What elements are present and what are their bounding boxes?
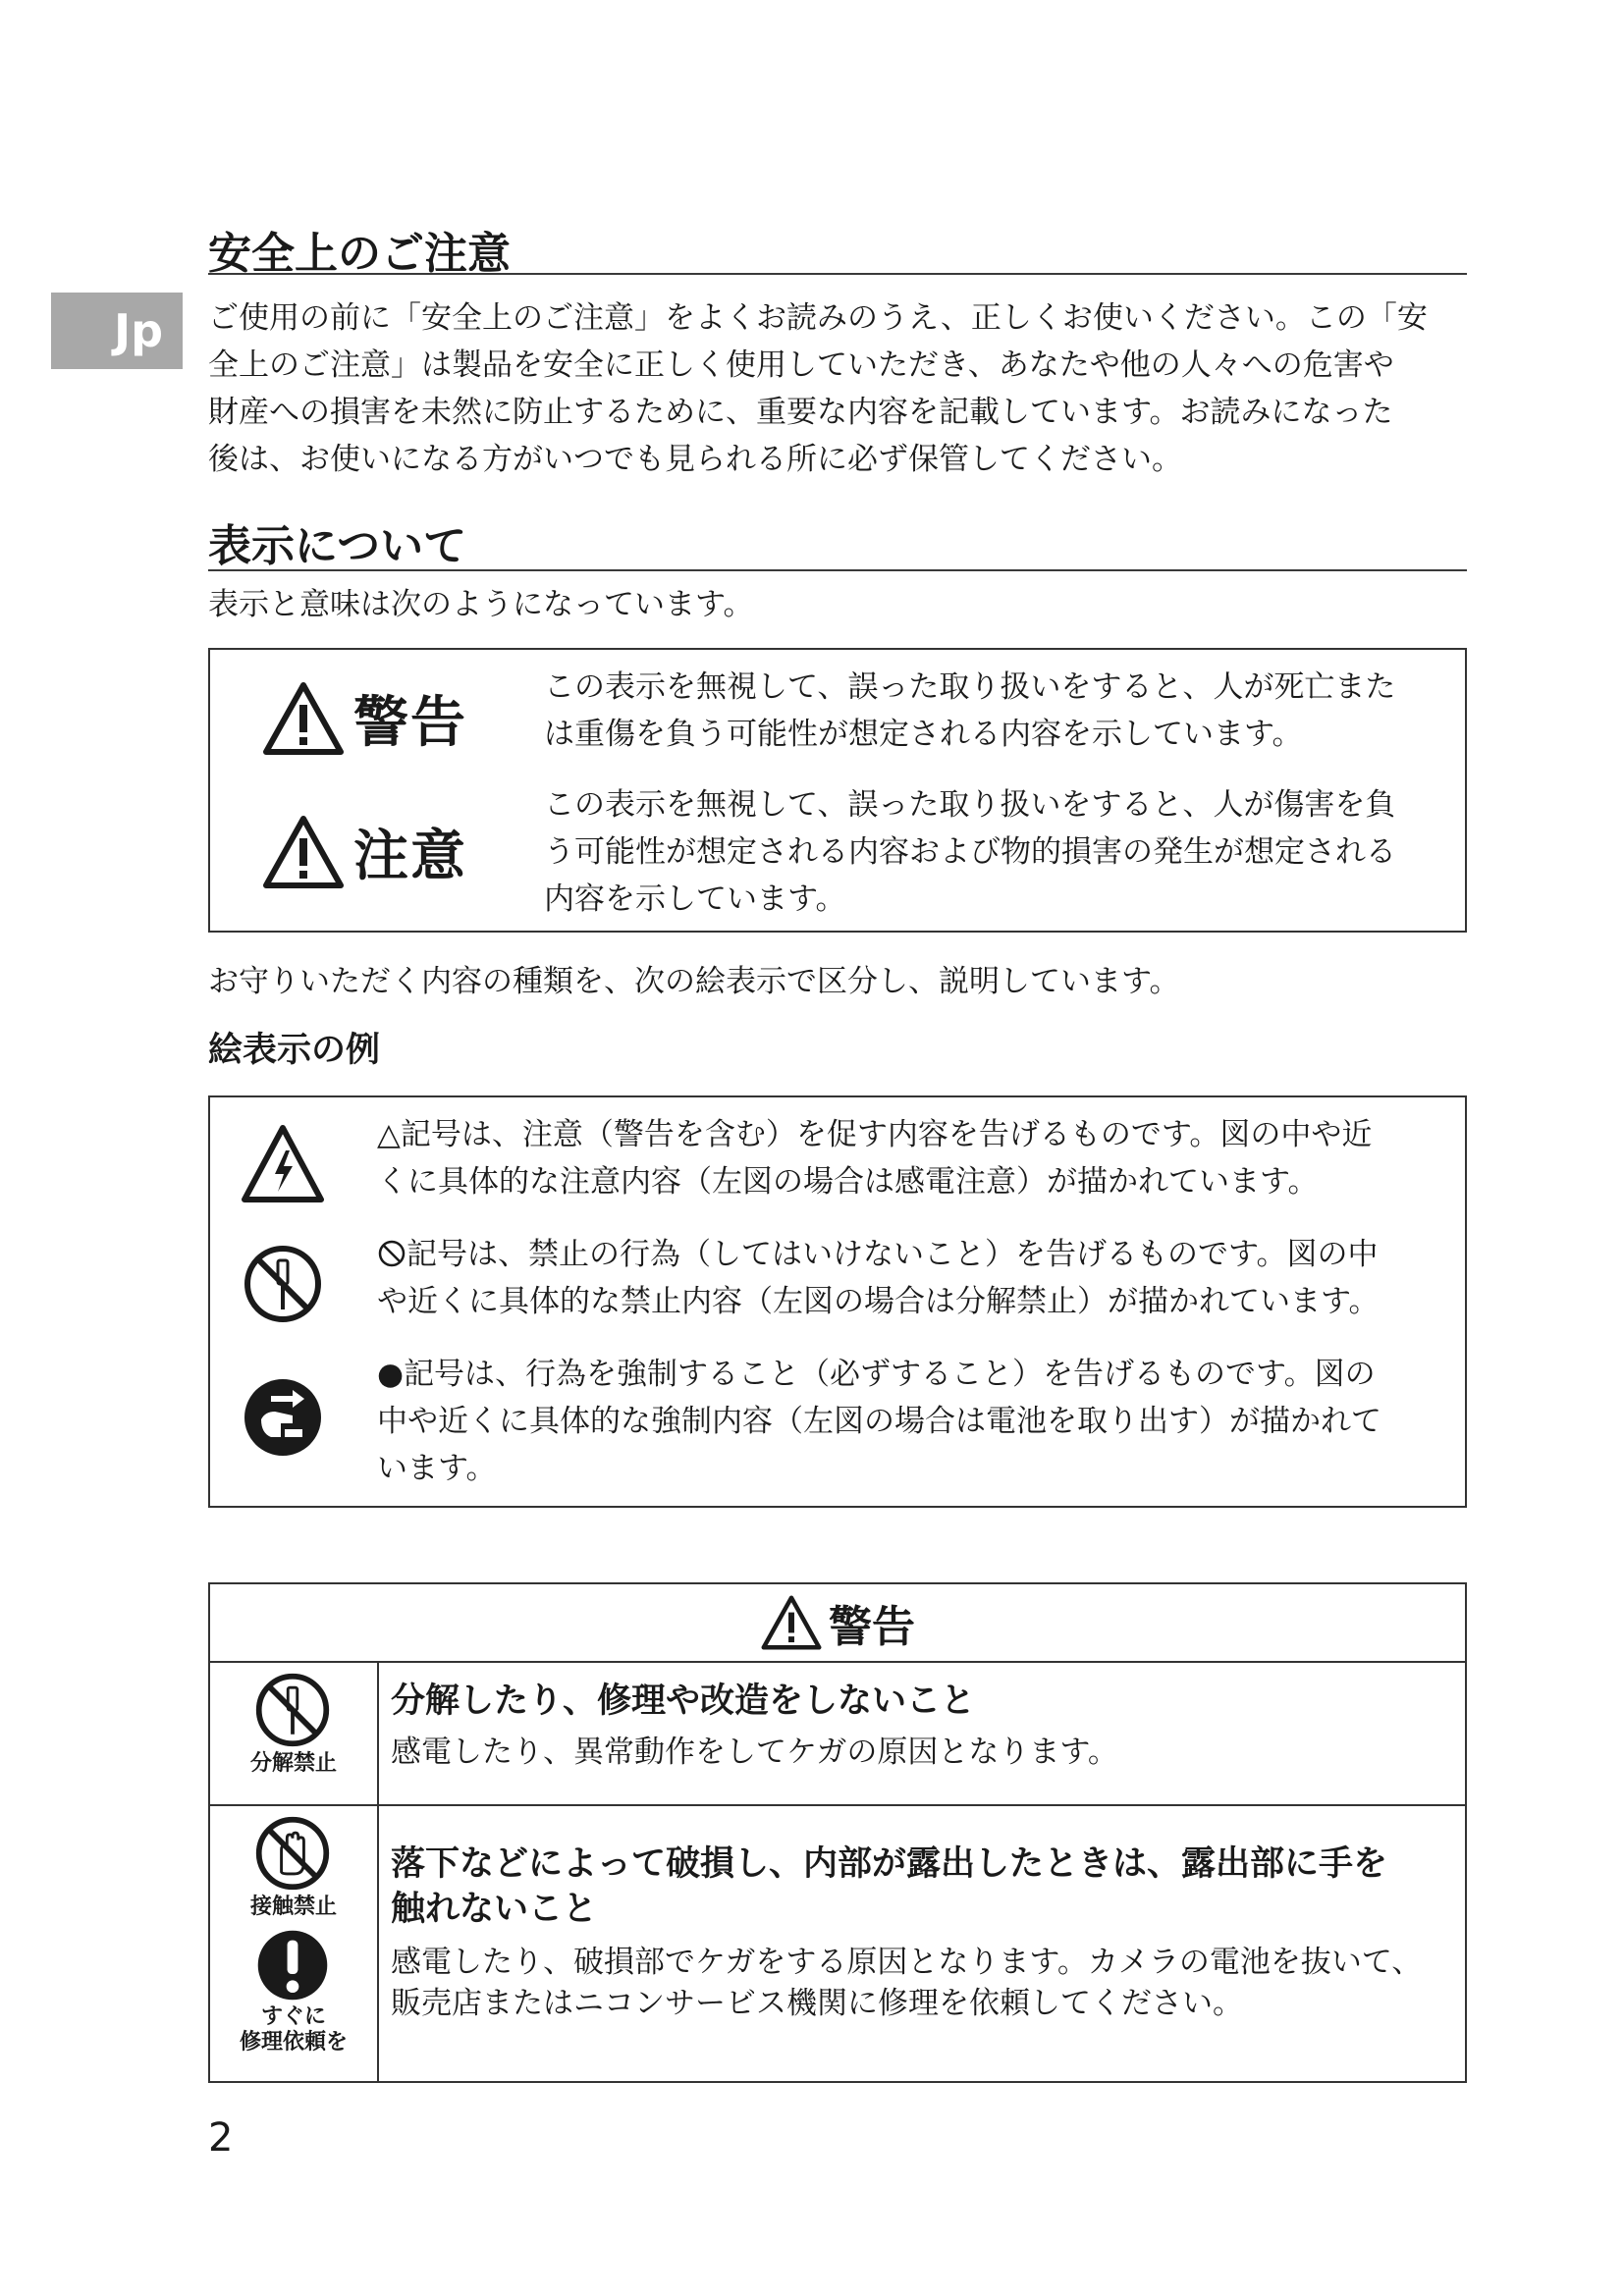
page-number: 2	[208, 2115, 234, 2161]
warning-row-title	[391, 1842, 1387, 1932]
examples-heading: 絵表示の例	[208, 1031, 381, 1070]
mandatory-repair-icon	[255, 1928, 330, 2002]
example-mandatory-line: ●記号は、行為を強制すること（必ずすること）を告げるものです。図の	[377, 1357, 1376, 1392]
signal-warning-word: 警告	[353, 691, 467, 755]
signal-caution-text	[544, 781, 1396, 923]
warning-triangle-icon	[261, 814, 346, 890]
warning-table	[208, 1582, 1467, 2083]
warning-row-desc	[391, 1732, 1118, 1773]
warning-table-header-label: 警告	[829, 1602, 915, 1652]
remove-battery-icon	[242, 1376, 324, 1459]
signal-caution-word: 注意	[353, 825, 467, 888]
example-caution-line: くに具体的な注意内容（左図の場合は感電注意）が描かれています。	[377, 1164, 1319, 1200]
signal-caution-label	[261, 813, 467, 891]
warning-column-divider	[377, 1661, 379, 2081]
display-intro: 表示と意味は次のようになっています。	[208, 587, 754, 622]
warning-table-header	[210, 1584, 1465, 1661]
electric-shock-triangle-icon	[240, 1123, 326, 1205]
no-disassembly-label: 分解禁止	[249, 1751, 337, 1776]
warning-triangle-icon	[261, 680, 346, 757]
warning-row-desc-line: 感電したり、破損部でケガをする原因となります。カメラの電池を抜いて、	[391, 1945, 1423, 1980]
signal-warning-text	[544, 664, 1395, 758]
repair-request-label-line: すぐに	[260, 2004, 326, 2029]
example-caution-line: △記号は、注意（警告を含む）を促す内容を告げるものです。図の中や近	[377, 1117, 1373, 1152]
prohibit-symbol	[377, 1235, 406, 1264]
example-caution-text	[377, 1111, 1372, 1205]
signal-warning-label	[261, 679, 467, 758]
warning-row-divider	[210, 1804, 1465, 1806]
language-tab: Jp	[51, 293, 183, 369]
caution-symbol: △	[377, 1117, 401, 1152]
repair-request-label	[210, 2004, 377, 2056]
warning-row-desc	[391, 1942, 1422, 2024]
no-touch-label: 接触禁止	[249, 1895, 337, 1919]
signal-warning-line: この表示を無視して、誤った取り扱いをすると、人が死亡また	[544, 669, 1396, 705]
example-prohibit-line: や近くに具体的な禁止内容（左図の場合は分解禁止）が描かれています。	[377, 1284, 1380, 1319]
display-heading: 表示について	[208, 521, 467, 571]
warning-triangle-icon	[760, 1594, 823, 1651]
safety-line: ご使用の前に「安全上のご注意」をよくお読みのうえ、正しくお使いください。この「安	[208, 300, 1428, 336]
example-mandatory-line: 中や近くに具体的な強制内容（左図の場合は電池を取り出す）が描かれて	[377, 1404, 1381, 1439]
signal-caution-line: う可能性が想定される内容および物的損害の発生が想定される	[544, 834, 1396, 870]
signal-word-box	[208, 648, 1467, 933]
warning-row-title-line: 触れないこと	[391, 1890, 598, 1929]
mandatory-symbol: ●	[377, 1357, 405, 1392]
safety-line: 後は、お使いになる方がいつでも見られる所に必ず保管してください。	[208, 442, 1182, 477]
warning-header-divider	[210, 1661, 1465, 1663]
categorize-text: お守りいただく内容の種類を、次の絵表示で区分し、説明しています。	[208, 964, 1180, 999]
display-heading-rule	[208, 569, 1467, 571]
safety-paragraph	[208, 294, 1475, 483]
signal-caution-line: 内容を示しています。	[544, 881, 846, 917]
repair-request-label-line: 修理依頼を	[239, 2030, 348, 2055]
warning-row-desc-line: 感電したり、異常動作をしてケガの原因となります。	[391, 1735, 1118, 1770]
no-touch-icon	[253, 1814, 332, 1893]
warning-row-title-line: 分解したり、修理や改造をしないこと	[391, 1682, 976, 1721]
signal-caution-line: この表示を無視して、誤った取り扱いをすると、人が傷害を負	[544, 787, 1396, 823]
safety-line: 全上のご注意」は製品を安全に正しく使用していただき、あなたや他の人々への危害や	[208, 347, 1394, 383]
example-mandatory-text	[377, 1351, 1381, 1492]
warning-row-title-line: 落下などによって破損し、内部が露出したときは、露出部に手を	[391, 1844, 1388, 1884]
example-prohibit-text	[377, 1231, 1380, 1325]
prohibit-symbol-icon	[377, 1239, 406, 1268]
example-prohibit-line: 記号は、禁止の行為（してはいけないこと）を告げるものです。図の中	[377, 1231, 1380, 1278]
signal-warning-line: は重傷を負う可能性が想定される内容を示しています。	[544, 717, 1303, 752]
safety-heading: 安全上のご注意	[208, 229, 511, 279]
no-disassembly-icon	[242, 1243, 324, 1325]
safety-heading-rule	[208, 273, 1467, 275]
example-mandatory-line: います。	[377, 1451, 497, 1486]
warning-row-title	[391, 1679, 975, 1724]
warning-row-desc-line: 販売店またはニコンサービス機関に修理を依頼してください。	[391, 1986, 1243, 2021]
no-disassembly-icon	[253, 1671, 332, 1749]
examples-box	[208, 1095, 1467, 1508]
safety-line: 財産への損害を未然に防止するために、重要な内容を記載しています。お読みになった	[208, 395, 1393, 430]
